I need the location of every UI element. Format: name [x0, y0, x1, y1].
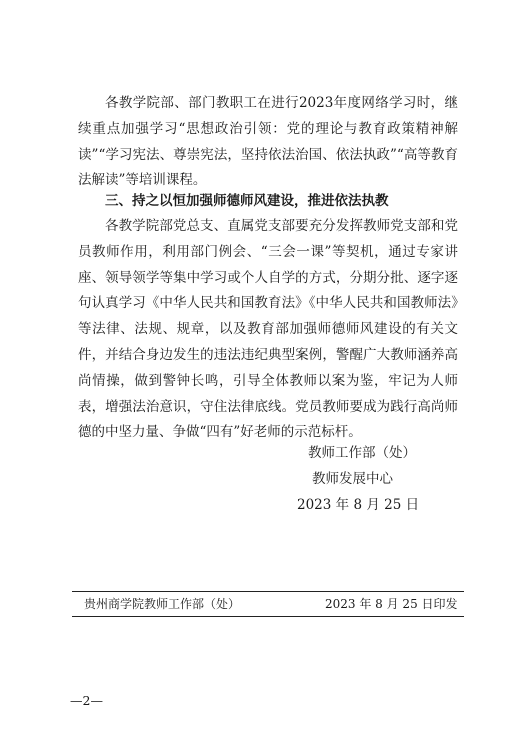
- footer-print-date: 2023 年 8 月 25 日印发: [325, 597, 458, 611]
- body-paragraph-1: 各教学院部、部门教职工在进行2023年度网络学习时，继续重点加强学习“思想政治引领：党的理论与教育政策精神解读”“学习宪法、尊崇宪法，坚持依法治国、依法执政”“高等教育法解读”等培训课程。: [78, 95, 458, 189]
- signature-date: 2023 年 8 月 25 日: [297, 497, 420, 513]
- section-heading: 三、持之以恒加强师德师风建设，推进依法执教: [105, 193, 389, 209]
- signature-department: 教师工作部（处）: [308, 445, 416, 461]
- footer-rule-top: [72, 591, 464, 592]
- footer-issuer: 贵州商学院教师工作部（处）: [84, 597, 241, 611]
- page-number: —2—: [70, 693, 103, 708]
- body-paragraph-2: 各教学院部党总支、直属党支部要充分发挥教师党支部和党员教师作用，利用部门例会、“三会一课”等契机，通过专家讲座、领导领学等集中学习或个人自学的方式，分期分批、逐字逐句认真学习《中华人民共和国教育法》《中华人民共和国教师法》等法律、法规、规章，以及教育部加强师德师风建设的有关文件，并结合身边发生的违法违纪典型案例，警醒广大教师涵养高尚情操，做到警钟长鸣，引导全体教师以案为鉴，牢记为人师表，增强法治意识，守住法律底线。党员教师要成为践行高尚师德的中坚力量、争做“四有”好老师的示范标杆。: [78, 218, 458, 441]
- signature-center: 教师发展中心: [312, 471, 393, 487]
- footer-rule-bottom: [72, 616, 464, 617]
